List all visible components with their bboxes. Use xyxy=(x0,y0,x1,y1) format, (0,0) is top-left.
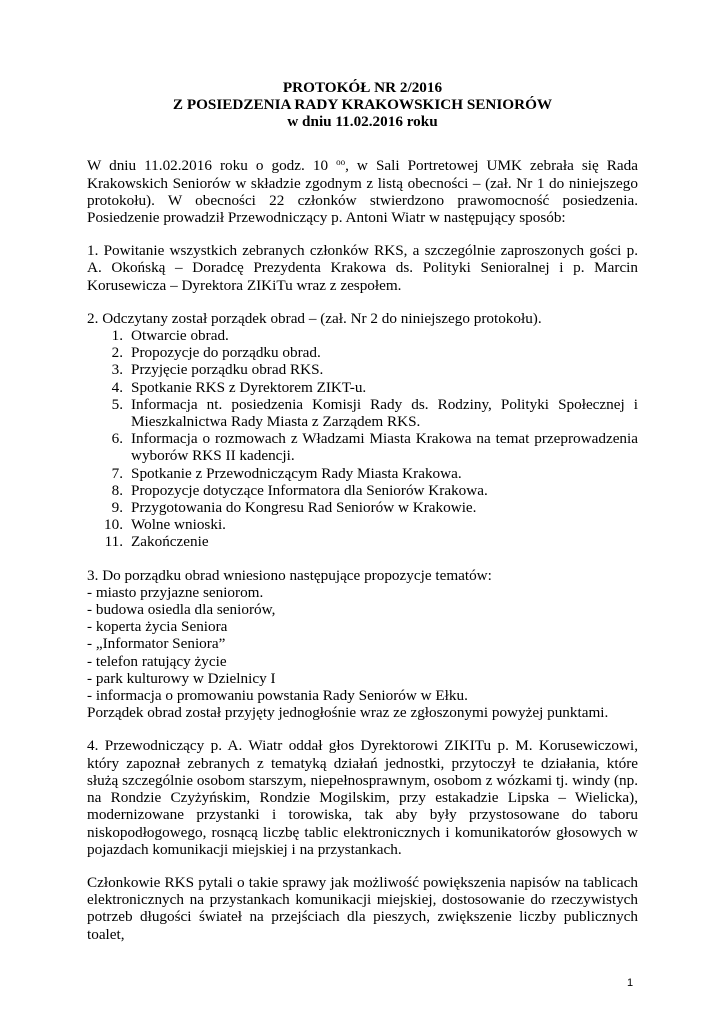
agenda-item xyxy=(87,327,638,344)
agenda-item xyxy=(87,344,638,361)
agenda-item xyxy=(87,499,638,516)
agenda-list xyxy=(87,327,638,551)
topic-item: - „Informator Seniora” xyxy=(87,635,226,653)
agenda-item xyxy=(87,465,638,482)
item-3-closing: Porządek obrad został przyjęty jednogłośnie wraz ze zgłoszonymi powyżej punktami. xyxy=(87,704,609,722)
intro-paragraph: W dniu 11.02.2016 roku o godz. 10 $^{oo}$, w Sali Portretowej UMK zebrała się Rada Krakowskich Seniorów w składzie zgodnym z listą obecności – (zał. Nr 1 do niniejszego protokołu). W obecności 22 członków stwierdzono prawomocność posiedzenia. Posiedzenie prowadził Przewodniczący p. Antoni Wiatr w następujący sposób: xyxy=(87,157,638,226)
agenda-item-number: 1. xyxy=(111,327,123,345)
agenda-item-number: 11. xyxy=(104,533,123,551)
title-line-1: PROTOKÓŁ NR 2/2016 xyxy=(282,79,443,96)
agenda-item-number: 9. xyxy=(111,499,123,517)
topic-item: - park kulturowy w Dzielnicy I xyxy=(87,669,276,687)
topic-item: - koperta życia Seniora xyxy=(87,618,228,636)
agenda-item-text: Spotkanie z Przewodniczącym Rady Miasta Krakowa. xyxy=(131,464,462,482)
title-line-2: Z POSIEDZENIA RADY KRAKOWSKICH SENIORÓW xyxy=(172,95,553,113)
agenda-item-number: 7. xyxy=(111,464,123,482)
agenda-item-text: Otwarcie obrad. xyxy=(131,327,229,345)
agenda-item-text: Zakończenie xyxy=(131,533,209,551)
topic-item: - budowa osiedla dla seniorów, xyxy=(87,601,276,619)
agenda-item xyxy=(87,516,638,533)
agenda-item xyxy=(87,430,638,464)
agenda-item-number: 8. xyxy=(111,481,123,499)
agenda-item-text: Przygotowania do Kongresu Rad Seniorów w Krakowie. xyxy=(131,499,477,517)
item-3-intro: 3. Do porządku obrad wniesiono następujące propozycje tematów: xyxy=(87,566,492,584)
agenda-item-number: 4. xyxy=(111,378,123,396)
agenda-item-number: 10. xyxy=(104,516,123,534)
topics-list xyxy=(87,584,638,704)
agenda-item-text: Wolne wnioski. xyxy=(131,516,226,534)
agenda-item xyxy=(87,482,638,499)
time-superscript: oo xyxy=(336,157,346,168)
agenda-item-text: Informacja nt. posiedzenia Komisji Rady ds. Rodziny, Polityki Społecznej i Mieszkalnictwa Rady Miasta z Zarządem RKS. xyxy=(131,395,638,431)
agenda-item-number: 5. xyxy=(111,395,123,413)
topic-item: - telefon ratujący życie xyxy=(87,652,227,670)
agenda-item-text: Spotkanie RKS z Dyrektorem ZIKT-u. xyxy=(131,378,367,396)
item-2-section xyxy=(87,310,638,551)
agenda-item-number: 3. xyxy=(111,361,123,379)
item-3-section xyxy=(87,567,638,722)
agenda-item xyxy=(87,361,638,378)
agenda-item xyxy=(87,379,638,396)
item-2-intro: 2. Odczytany został porządek obrad – (zał. Nr 2 do niniejszego protokołu). xyxy=(87,309,542,327)
title-line-3: w dniu 11.02.2016 roku xyxy=(287,112,438,130)
agenda-item-text: Informacja o rozmowach z Władzami Miasta Krakowa na temat przeprowadzenia wyborów RKS II kadencji. xyxy=(131,430,638,465)
item-4-paragraph: 4. Przewodniczący p. A. Wiatr oddał głos Dyrektorowi ZIKITu p. M. Korusewiczowi, który zapoznał zebranych z tematyką działań jednostki, przytoczył te działania, które służą szczególnie osobom starszym, niepełnosprawnym, osobom z wózkami tj. windy (np. na Rondzie Czyżyńskim, Rondzie Mogilskim, przy estakadzie Lipska – Wielicka), modernizowane przystanki i torowiska, tak aby były przystosowane do taboru niskopodłogowego, rosnącą liczbę tablic elektronicznych i komunikatorów głosowych w pojazdach komunikacji miejskiej i na przystankach. xyxy=(87,737,638,858)
topic-item: - informacja o promowaniu powstania Rady Seniorów w Ełku. xyxy=(87,687,468,705)
agenda-item-number: 2. xyxy=(111,344,123,362)
document-title xyxy=(87,80,638,130)
agenda-item-text: Propozycje dotyczące Informatora dla Seniorów Krakowa. xyxy=(131,481,488,499)
agenda-item-number: 6. xyxy=(111,430,123,448)
topic-item: - miasto przyjazne seniorom. xyxy=(87,583,264,601)
agenda-item-text: Przyjęcie porządku obrad RKS. xyxy=(131,361,324,379)
page-number: 1 xyxy=(627,977,634,989)
agenda-item-text: Propozycje do porządku obrad. xyxy=(131,344,321,362)
agenda-item xyxy=(87,396,638,430)
item-1-paragraph: 1. Powitanie wszystkich zebranych członków RKS, a szczególnie zaproszonych gości p. A. Okońską – Doradcę Prezydenta Krakowa ds. Polityki Senioralnej i p. Marcin Korusewicza – Dyrektora ZIKiTu wraz z zespołem. xyxy=(87,242,638,294)
agenda-item xyxy=(87,533,638,550)
item-5-paragraph: Członkowie RKS pytali o takie sprawy jak możliwość powiększenia napisów na tablicach elektronicznych na przystankach komunikacji miejskiej, dostosowanie do rzeczywistych potrzeb długości świateł na przejściach dla pieszych, zwiększenie liczby publicznych toalet, xyxy=(87,873,638,943)
document-page xyxy=(87,80,638,943)
